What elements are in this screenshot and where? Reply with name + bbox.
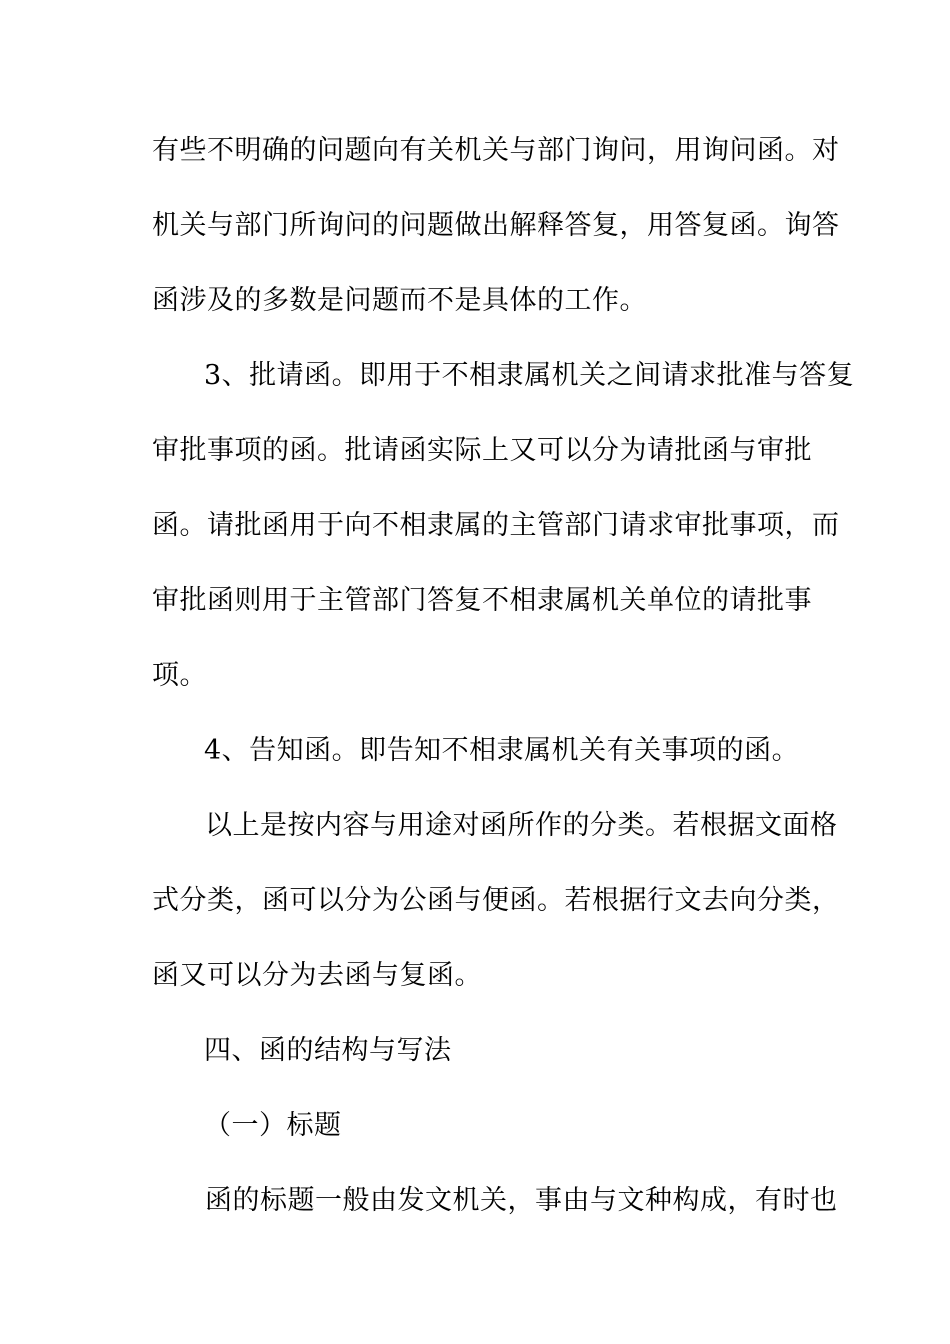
body-text-line: 函涉及的多数是问题而不是具体的工作。: [152, 285, 647, 316]
list-item-4-line: 4、告知函。即告知不相隶属机关有关事项的函。: [204, 735, 800, 766]
paragraph-start-line: 函的标题一般由发文机关，事由与文种构成，有时也: [205, 1185, 838, 1216]
body-text-line: 项。: [152, 660, 207, 691]
body-text-line: 函又可以分为去函与复函。: [152, 960, 482, 991]
body-text-line: 机关与部门所询问的问题做出解释答复，用答复函。询答: [152, 210, 840, 241]
subsection-heading: （一）标题: [204, 1110, 342, 1141]
section-heading: 四、函的结构与写法: [204, 1035, 452, 1066]
list-item-3-line: 3、批请函。即用于不相隶属机关之间请求批准与答复: [204, 360, 855, 391]
body-text-line: 审批事项的函。批请函实际上又可以分为请批函与审批: [152, 435, 812, 466]
body-text-line: 函。请批函用于向不相隶属的主管部门请求审批事项，而: [152, 510, 840, 541]
body-text-line: 式分类，函可以分为公函与便函。若根据行文去向分类，: [152, 885, 840, 916]
paragraph-start-line: 以上是按内容与用途对函所作的分类。若根据文面格: [205, 810, 838, 841]
body-text-line: 有些不明确的问题向有关机关与部门询问，用询问函。对: [152, 135, 840, 166]
body-text-line: 审批函则用于主管部门答复不相隶属机关单位的请批事: [152, 585, 812, 616]
